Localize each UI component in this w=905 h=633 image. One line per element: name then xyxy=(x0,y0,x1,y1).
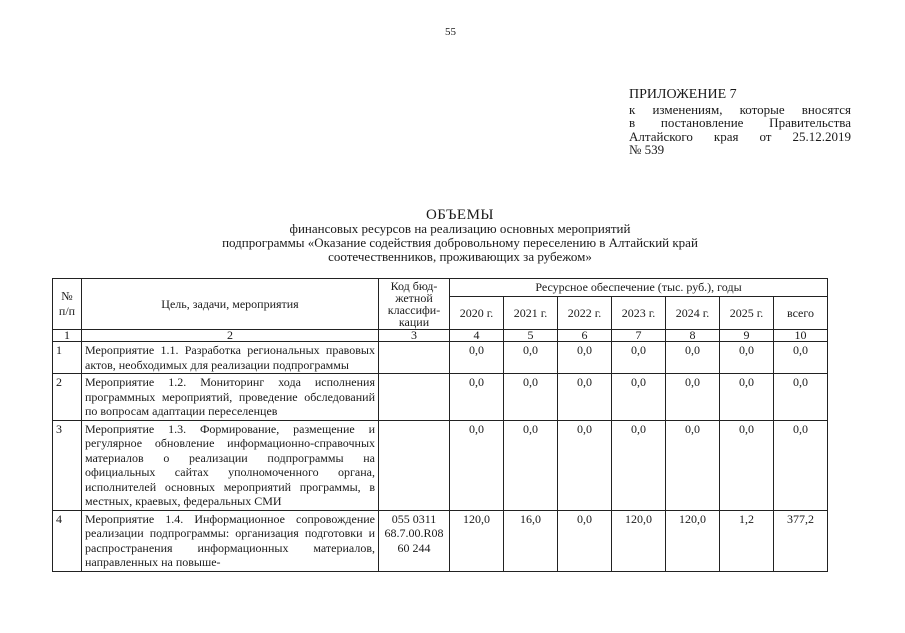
appendix-block xyxy=(629,88,851,157)
row-value: 0,0 xyxy=(774,342,828,374)
row-value: 120,0 xyxy=(612,510,666,571)
row-value: 0,0 xyxy=(774,374,828,421)
column-number: 3 xyxy=(379,330,450,342)
header-year-total: всего xyxy=(774,297,828,330)
row-value: 0,0 xyxy=(720,420,774,510)
header-year: 2024 г. xyxy=(666,297,720,330)
table-row xyxy=(53,420,828,510)
column-number: 8 xyxy=(666,330,720,342)
header-year: 2025 г. xyxy=(720,297,774,330)
row-value: 0,0 xyxy=(504,420,558,510)
row-text: Мероприятие 1.1. Разработка региональных правовых актов, необходимых для реализации подпрограммы xyxy=(82,342,379,374)
row-num: 4 xyxy=(53,510,82,571)
header-year: 2022 г. xyxy=(558,297,612,330)
row-value: 377,2 xyxy=(774,510,828,571)
appendix-line: к изменениям, которые вносятся xyxy=(629,101,851,117)
row-value: 0,0 xyxy=(666,374,720,421)
row-value: 0,0 xyxy=(450,420,504,510)
row-value: 0,0 xyxy=(558,420,612,510)
row-num: 2 xyxy=(53,374,82,421)
header-num: № п/п xyxy=(53,279,82,330)
table-row xyxy=(53,510,828,571)
column-number: 4 xyxy=(450,330,504,342)
row-value: 0,0 xyxy=(666,420,720,510)
appendix-line: Алтайского края от 25.12.2019 xyxy=(629,128,851,144)
column-number: 5 xyxy=(504,330,558,342)
heading-subtitle-line: финансовых ресурсов на реализацию основных мероприятий xyxy=(289,221,631,236)
header-code: Код бюд-жетной классифи-кации xyxy=(379,279,450,330)
row-code: 055 0311 68.7.00.R08 60 244 xyxy=(379,510,450,571)
table-row xyxy=(53,342,828,374)
column-number: 2 xyxy=(82,330,379,342)
document-heading xyxy=(120,208,800,264)
column-number: 7 xyxy=(612,330,666,342)
row-num: 1 xyxy=(53,342,82,374)
row-text: Мероприятие 1.2. Мониторинг хода исполнения программных мероприятий, проведение обследований по вопросам адаптации переселенцев xyxy=(82,374,379,421)
row-value: 0,0 xyxy=(450,342,504,374)
appendix-line: в постановление Правительства xyxy=(629,115,851,130)
row-text: Мероприятие 1.4. Информационное сопровождение реализации подпрограммы: организация подготовки и распространения информационных материалов, направленных на повыше- xyxy=(82,510,379,571)
header-year: 2020 г. xyxy=(450,297,504,330)
page-number: 55 xyxy=(445,26,456,38)
appendix-line: № 539 xyxy=(629,142,665,157)
column-number: 1 xyxy=(53,330,82,342)
heading-title: ОБЪЕМЫ xyxy=(425,207,495,223)
header-goal: Цель, задачи, мероприятия xyxy=(82,279,379,330)
column-number: 6 xyxy=(558,330,612,342)
row-value: 0,0 xyxy=(612,342,666,374)
heading-subtitle-line: соотечественников, проживающих за рубежом» xyxy=(328,249,592,264)
row-value: 120,0 xyxy=(666,510,720,571)
row-value: 120,0 xyxy=(450,510,504,571)
row-value: 0,0 xyxy=(504,374,558,421)
header-resources: Ресурсное обеспечение (тыс. руб.), годы xyxy=(450,279,828,297)
row-code xyxy=(379,420,450,510)
header-year: 2021 г. xyxy=(504,297,558,330)
row-value: 0,0 xyxy=(720,374,774,421)
appendix-title: ПРИЛОЖЕНИЕ 7 xyxy=(629,87,737,102)
row-code xyxy=(379,374,450,421)
row-code xyxy=(379,342,450,374)
row-value: 0,0 xyxy=(666,342,720,374)
row-num: 3 xyxy=(53,420,82,510)
header-year: 2023 г. xyxy=(612,297,666,330)
row-value: 16,0 xyxy=(504,510,558,571)
column-number: 9 xyxy=(720,330,774,342)
row-value: 0,0 xyxy=(612,374,666,421)
heading-subtitle-line: подпрограммы «Оказание содействия добровольному переселению в Алтайский край xyxy=(222,235,698,250)
row-text: Мероприятие 1.3. Формирование, размещение и регулярное обновление информационно-справочных материалов о реализации подпрограммы на официальных сайтах уполномоченного органа, исполнителей основных мероприятий программы, в местных, краевых, федеральных СМИ xyxy=(82,420,379,510)
column-number-row xyxy=(53,330,828,342)
resources-table xyxy=(52,278,828,572)
row-value: 0,0 xyxy=(774,420,828,510)
row-value: 0,0 xyxy=(612,420,666,510)
table-row xyxy=(53,374,828,421)
row-value: 0,0 xyxy=(720,342,774,374)
row-value: 0,0 xyxy=(558,374,612,421)
row-value: 0,0 xyxy=(558,510,612,571)
column-number: 10 xyxy=(774,330,828,342)
row-value: 0,0 xyxy=(558,342,612,374)
row-value: 0,0 xyxy=(504,342,558,374)
row-value: 1,2 xyxy=(720,510,774,571)
row-value: 0,0 xyxy=(450,374,504,421)
